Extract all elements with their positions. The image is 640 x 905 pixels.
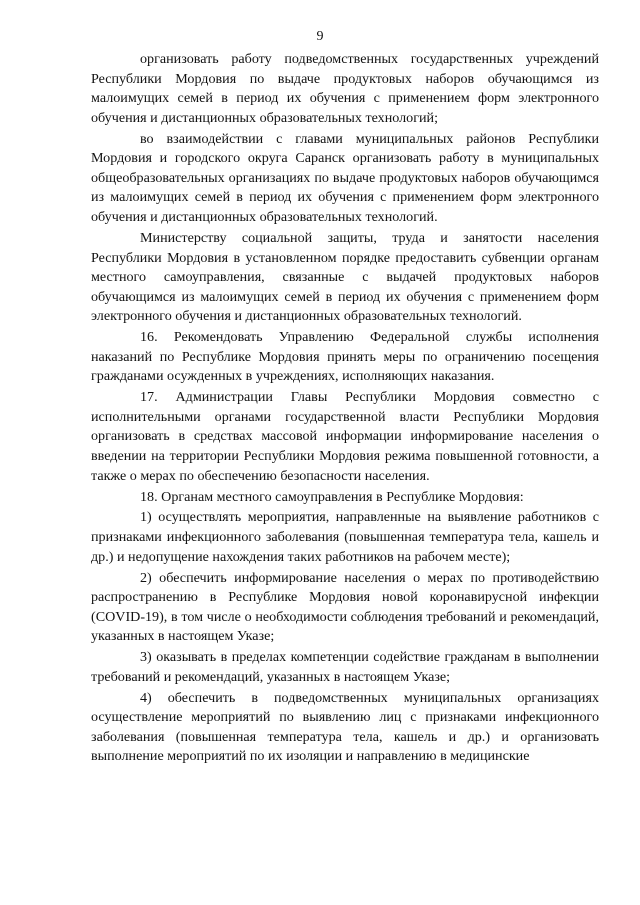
document-body: [91, 50, 599, 767]
paragraph: организовать работу подведомственных государственных учреждений Республики Мордовия по выдаче продуктовых наборов обучающимся из малоимущих семей в период их обучения с применением форм электронного обучения и дистанционных образовательных технологий;: [91, 51, 599, 126]
paragraph: 3) оказывать в пределах компетенции содействие гражданам в выполнении требований и рекомендаций, указанных в настоящем Указе;: [91, 649, 599, 685]
paragraph: Министерству социальной защиты, труда и занятости населения Республики Мордовия в установленном порядке предоставить субвенции органам местного самоуправления, связанные с выдачей продуктовых наборов обучающимся из малоимущих семей в период их обучения с применением форм электронного обучения и дистанционных образовательных технологий.: [91, 229, 599, 325]
paragraph: 18. Органам местного самоуправления в Республике Мордовия:: [140, 488, 524, 505]
paragraph: 16. Рекомендовать Управлению Федеральной службы исполнения наказаний по Республике Мордовия принять меры по ограничению посещения гражданами осужденных в учреждениях, исполняющих наказания.: [91, 329, 599, 385]
paragraph: 4) обеспечить в подведомственных муниципальных организациях осуществление мероприятий по выявлению лиц с признаками инфекционного заболевания (повышенная температура тела, кашель и др.) и организовать выполнение мероприятий по их изоляции и направлению в медицинские: [91, 689, 599, 765]
paragraph: 1) осуществлять мероприятия, направленные на выявление работников с признаками инфекционного заболевания (повышенная температура тела, кашель и др.) и недопущение нахождения таких работников на рабочем месте);: [91, 509, 599, 565]
page-number: 9: [316, 29, 324, 44]
paragraph: во взаимодействии с главами муниципальных районов Республики Мордовия и городского округа Саранск организовать работу в муниципальных общеобразовательных организациях по выдаче продуктовых наборов обучающимся из малоимущих семей в период их обучения с применением форм электронного обучения и дистанционных образовательных технологий.: [91, 130, 599, 226]
paragraph: 2) обеспечить информирование населения о мерах по противодействию распространению в Республике Мордовия новой коронавирусной инфекции (COVID-19), в том числе о необходимости соблюдения требований и рекомендаций, указанных в настоящем Указе;: [91, 569, 599, 645]
paragraph: 17. Администрации Главы Республики Мордовия совместно с исполнительными органами государственной власти Республики Мордовия организовать в средствах массовой информации информирование населения о введении на территории Республики Мордовия режима повышенной готовности, а также о мерах по обеспечению безопасности населения.: [91, 389, 599, 484]
